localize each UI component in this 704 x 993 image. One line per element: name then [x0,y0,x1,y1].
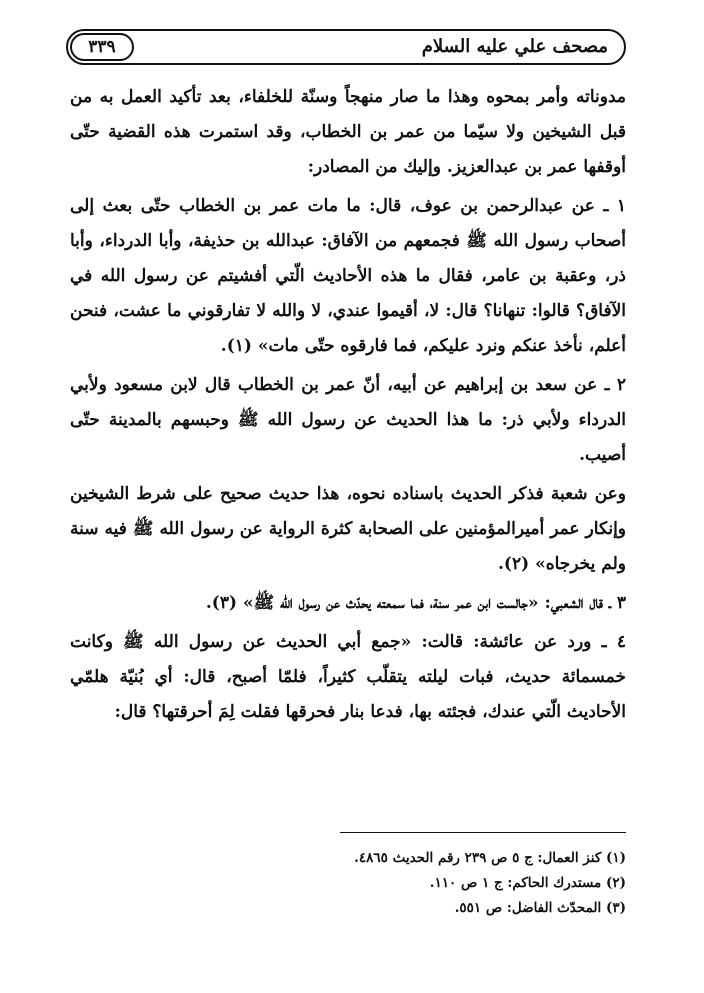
body-text [70,80,626,730]
footnote-3: (٣) المحدّث الفاضل: ص ٥٥١. [454,900,626,916]
running-header [66,29,626,65]
paragraph-item-1: ١ ـ عن عبدالرحمن بن عوف، قال: ما مات عمر بن الخطاب حتّى بعث إلى أصحاب رسول الله ﷺ فجمعهم من الآفاق: عبدالله بن حذيفة، وأبا الدرداء، وأبا ذر، وعقبة بن عامر، فقال ما هذه الأحاديث الّتي أفشيتم عن رسول الله في الآفاق؟ قالوا: تنهانا؟ قال: لا، أقيموا عندي، لا والله لا تفارقوني ما عشت، فنحن أعلم، نأخذ عنكم ونرد عليكم، فما فارقوه حتّى مات» (١). [70,196,626,356]
footnote-divider [340,832,626,833]
footnote-2: (٢) مستدرك الحاكم: ج ١ ص ١١٠. [429,875,626,891]
paragraph-item-3: ٣ ـ قال الشعبي: «جالست ابن عمر سنة، فما سمعته يحدّث عن رسول الله ﷺ» (٣). [205,593,626,613]
footnotes [280,846,626,921]
paragraph-item-4: ٤ ـ ورد عن عائشة: قالت: «جمع أبي الحديث عن رسول الله ﷺ وكانت خمسمائة حديث، فبات ليلته يتقلّب كثيراً، فلمّا أصبح، قال: أي بُنيّة هلمّي الأحاديث الّتي عندك، فجئته بها، فدعا بنار فحرقها فقلت لِمَ أحرقتها؟ قال: [70,632,626,722]
paragraph-shuba: وعن شعبة فذكر الحديث باسناده نحوه، هذا حديث صحيح على شرط الشيخين وإنكار عمر أميرالمؤمنين على الصحابة كثرة الرواية عن رسول الله ﷺ فيه سنة ولم يخرجاه» (٢). [70,484,626,574]
header-title: مصحف علي عليه السلام [421,36,608,57]
paragraph-intro: مدوناته وأمر بمحوه وهذا ما صار منهجاً وسنّة للخلفاء، بعد تأكيد العمل به من قبل الشيخين ولا سيّما من عمر بن الخطاب، وقد استمرت هذه القضية حتّى أوقفها عمر بن عبدالعزيز. وإليك من المصادر: [70,87,626,177]
paragraph-item-2: ٢ ـ عن سعد بن إبراهيم عن أبيه، أنّ عمر بن الخطاب قال لابن مسعود ولأبي الدرداء ولأبي ذر: ما هذا الحديث عن رسول الله ﷺ وحبسهم بالمدينة حتّى أصيب. [70,375,626,465]
footnote-1: (١) كنز العمال: ج ٥ ص ٢٣٩ رقم الحديث ٤٨٦٥. [354,850,626,866]
page-number: ٣٣٩ [70,33,134,61]
